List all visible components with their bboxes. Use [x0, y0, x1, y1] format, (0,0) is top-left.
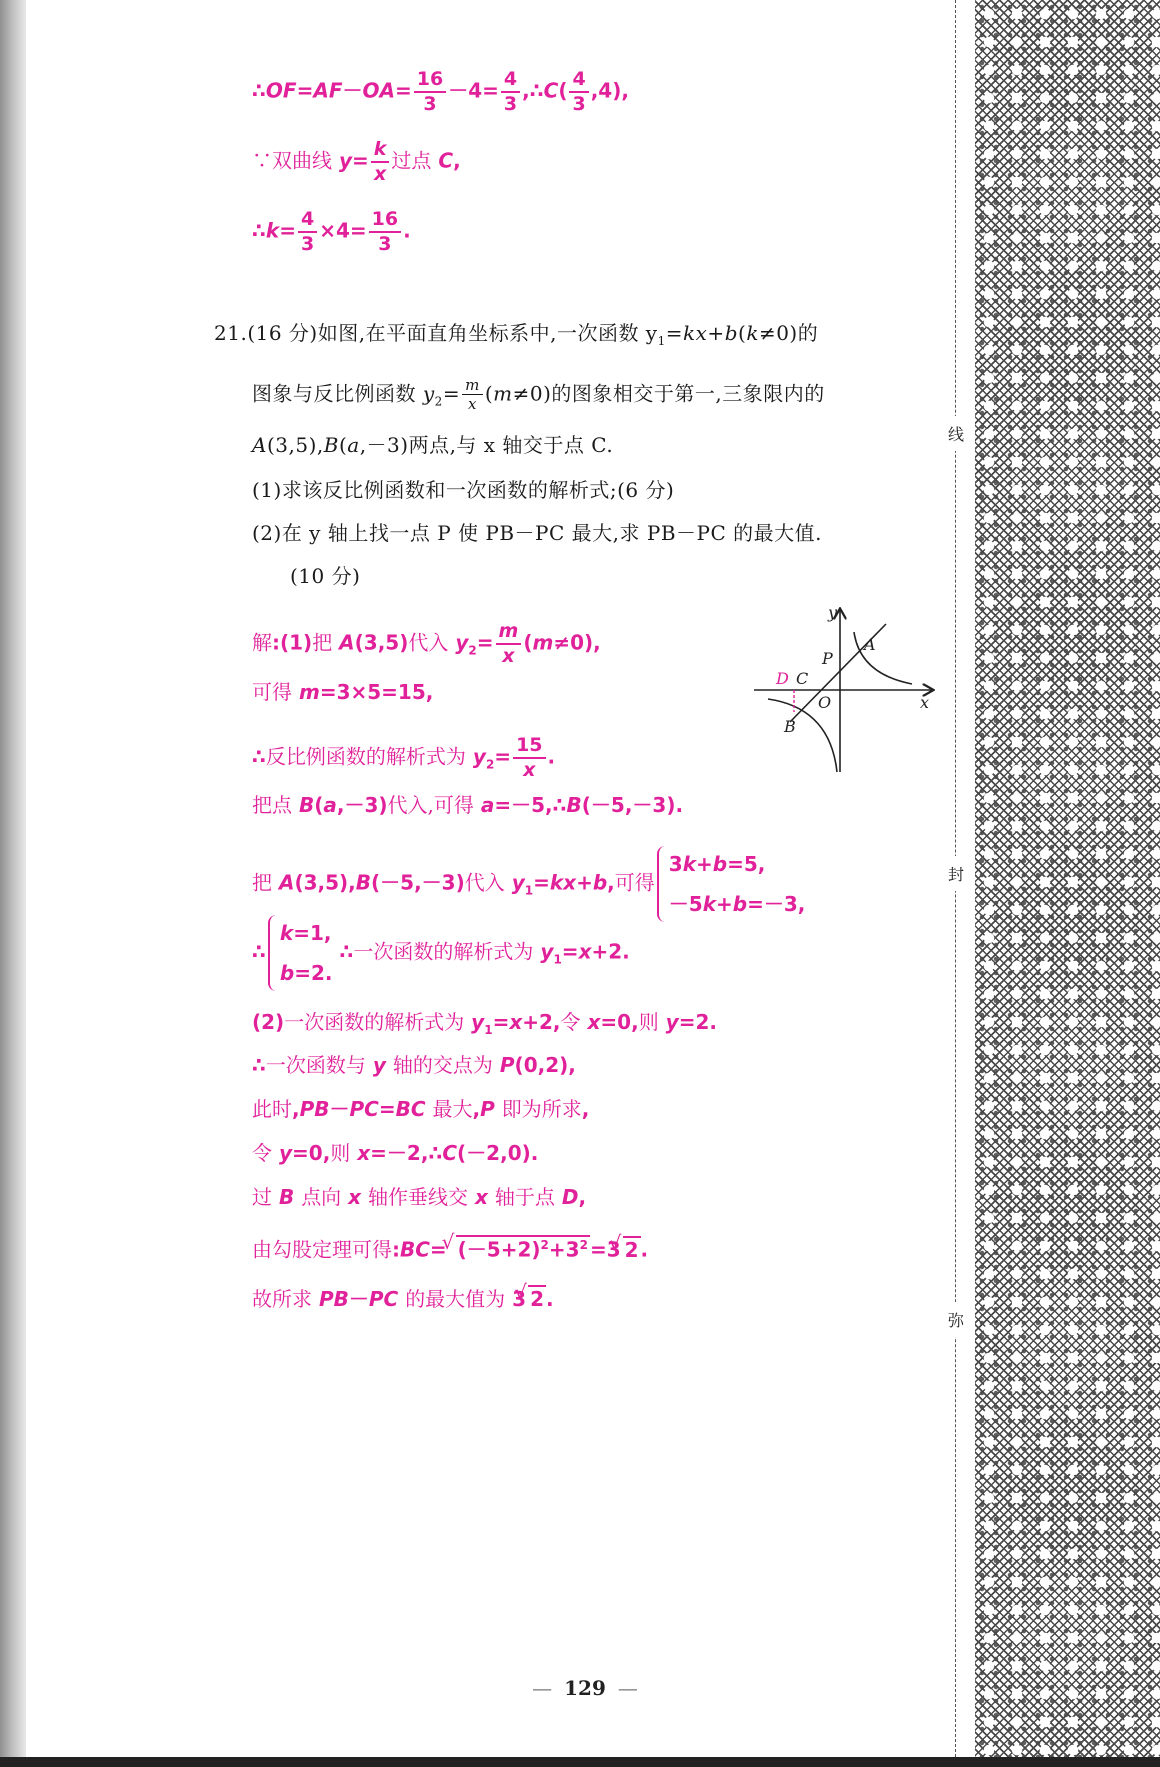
- hyperbola-branch-1: [854, 632, 912, 684]
- binding-char-mi: 弥: [945, 1302, 967, 1337]
- page-number: — 129 —: [532, 1676, 638, 1700]
- question-21-part2-score: (10 分): [290, 564, 361, 588]
- label-a: A: [864, 635, 876, 654]
- binding-char-xian: 线: [945, 416, 967, 451]
- bottom-bar: [0, 1757, 1160, 1767]
- solution-step-2: 可得 m=3×5=15,: [252, 680, 434, 704]
- label-p: P: [822, 649, 833, 668]
- binding-char-feng: 封: [945, 856, 967, 891]
- solution-step-1: 解:(1)把 A(3,5)代入 $y_2=$ $\frac{m}{x}$ (m≠0),: [252, 620, 601, 667]
- answer-line-k: ∴k= $\frac{4}{3}$ ×4= $\frac{16}{3}$ .: [252, 208, 411, 255]
- solution-step-3: ∴反比例函数的解析式为 $y_2=$ $\frac{15}{x}$ .: [252, 734, 556, 781]
- question-21-line2: 图象与反比例函数 $y_2=$ $\frac{m}{x}$ (m≠0)的图象相交于第一,三象限内的: [252, 376, 825, 413]
- solution-step-6: ∴ k=1, b=2. ∴一次函数的解析式为 $y_1=x+2$.: [252, 913, 630, 993]
- answer-line-hyperbola: ∵双曲线 y= $\frac{k}{x}$ 过点 C,: [252, 138, 461, 185]
- solution-step-8: ∴一次函数与 y 轴的交点为 P(0,2),: [252, 1053, 576, 1077]
- solution-step-9: 此时,PB－PC=BC 最大,P 即为所求,: [252, 1097, 590, 1121]
- solution-step-12: 由勾股定理可得:BC= √ $(-5+2)^2+3^2 =3√$ 2 .: [252, 1235, 648, 1260]
- answer-line-of: ∴OF=AF－OA= $\frac{16}{3}$ －4= $\frac{4}{3}$ ,∴C( $\frac{4}{3}$ ,4),: [252, 68, 629, 115]
- solution-step-13: 故所求 PB－PC 的最大值为 3√ 2 .: [252, 1285, 554, 1309]
- label-y: y: [828, 604, 838, 622]
- label-b: B: [784, 717, 796, 736]
- binding-margin-pattern: [975, 0, 1160, 1767]
- solution-step-5: 把 A(3,5),B(－5,－3)代入 $y_1=kx+b$,可得 3k+b=5, －5k+b=－3,: [252, 844, 805, 924]
- label-o: O: [818, 693, 832, 712]
- coordinate-graph: [752, 604, 942, 774]
- label-d: D: [776, 669, 789, 688]
- label-x: x: [920, 693, 930, 712]
- solution-step-4: 把点 B(a,－3)代入,可得 a=－5,∴B(－5,－3).: [252, 793, 684, 817]
- question-21-part2: (2)在 y 轴上找一点 P 使 PB－PC 最大,求 PB－PC 的最大值.: [252, 521, 822, 545]
- solution-step-11: 过 B 点向 x 轴作垂线交 x 轴于点 D,: [252, 1185, 587, 1209]
- question-21-part1: (1)求该反比例函数和一次函数的解析式;(6 分): [252, 478, 675, 502]
- solution-step-7: (2)一次函数的解析式为 $y_1=x+2$,令 x=0,则 y=2.: [252, 1010, 717, 1037]
- question-21-line3: A(3,5),B(a,－3)两点,与 x 轴交于点 C.: [252, 433, 614, 457]
- solution-step-10: 令 y=0,则 x=－2,∴C(－2,0).: [252, 1141, 539, 1165]
- label-c: C: [796, 669, 809, 688]
- question-21-line1: 21.(16 分)如图,在平面直角坐标系中,一次函数 $y_1=kx+b(k\ne 0)$的: [214, 321, 819, 348]
